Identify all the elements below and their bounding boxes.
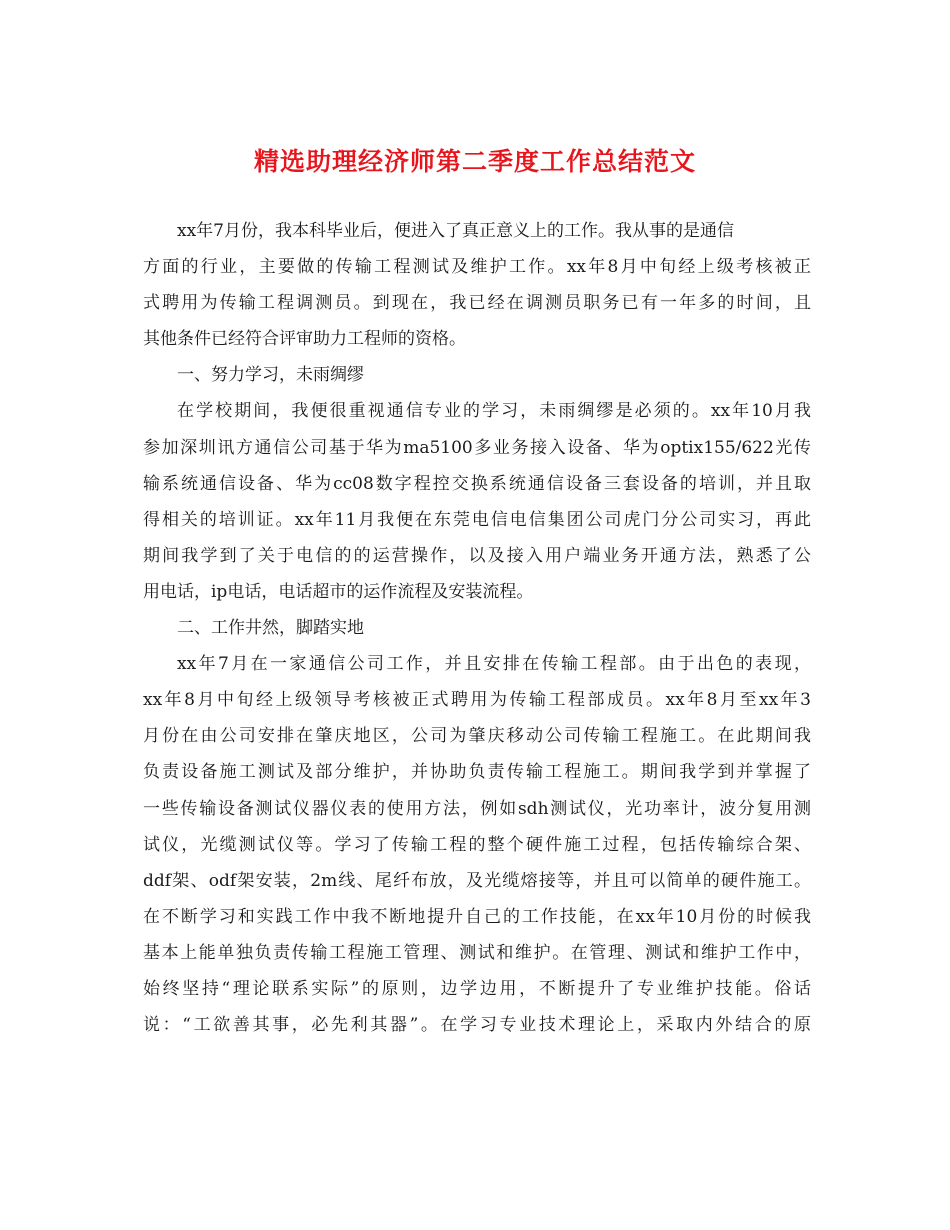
document-body [143,213,811,1043]
paragraph-line: 在不断学习和实践工作中我不断地提升自己的工作技能，在xx年10月份的时候我 [143,906,811,927]
paragraph-line: 说：“工欲善其事，必先利其器”。在学习专业技术理论上，采取内外结合的原 [143,1015,811,1036]
paragraph-line: 方面的行业，主要做的传输工程测试及维护工作。xx年8月中旬经上级考核被正 [143,257,811,278]
section-heading: 二、工作井然，脚踏实地 [177,618,364,639]
paragraph-line: 用电话，ip电话，电话超市的运作流程及安装流程。 [143,581,534,602]
paragraph-line: 始终坚持“理论联系实际”的原则，边学边用，不断提升了专业维护技能。俗话 [143,978,811,999]
paragraph-line: 月份在由公司安排在肇庆地区，公司为肇庆移动公司传输工程施工。在此期间我 [143,726,811,747]
paragraph-line: xx年7月在一家通信公司工作，并且安排在传输工程部。由于出色的表现， [177,654,811,675]
section-heading: 一、努力学习，未雨绸缪 [177,365,364,386]
paragraph-line: ddf架、odf架安装，2m线、尾纤布放，及光缆熔接等，并且可以简单的硬件施工。 [143,870,811,891]
paragraph-line: 基本上能单独负责传输工程施工管理、测试和维护。在管理、测试和维护工作中， [143,942,811,963]
paragraph-line: 得相关的培训证。xx年11月我便在东莞电信电信集团公司虎门分公司实习，再此 [143,509,811,530]
paragraph-line: 式聘用为传输工程调测员。到现在，我已经在调测员职务已有一年多的时间，且 [143,293,811,314]
paragraph-line: 负责设备施工测试及部分维护，并协助负责传输工程施工。期间我学到并掌握了 [143,762,811,783]
paragraph-line: 输系统通信设备、华为cc08数字程控交换系统通信设备三套设备的培训，并且取 [143,473,811,494]
paragraph-line: xx年7月份，我本科毕业后，便进入了真正意义上的工作。我从事的是通信 [177,221,734,241]
paragraph-line: 其他条件已经符合评审助力工程师的资格。 [143,329,466,350]
paragraph-line: 一些传输设备测试仪器仪表的使用方法，例如sdh测试仪，光功率计，波分复用测 [143,798,811,819]
paragraph-line: 参加深圳讯方通信公司基于华为ma5100多业务接入设备、华为optix155/622光传 [143,437,811,458]
paragraph-line: xx年8月中旬经上级领导考核被正式聘用为传输工程部成员。xx年8月至xx年3 [143,690,811,711]
paragraph-line: 期间我学到了关于电信的的运营操作，以及接入用户端业务开通方法，熟悉了公 [143,545,811,566]
document-title: 精选助理经济师第二季度工作总结范文 [253,147,696,176]
paragraph-line: 试仪，光缆测试仪等。学习了传输工程的整个硬件施工过程，包括传输综合架、 [143,834,811,855]
paragraph-line: 在学校期间，我便很重视通信专业的学习，未雨绸缪是必须的。xx年10月我 [177,401,811,422]
